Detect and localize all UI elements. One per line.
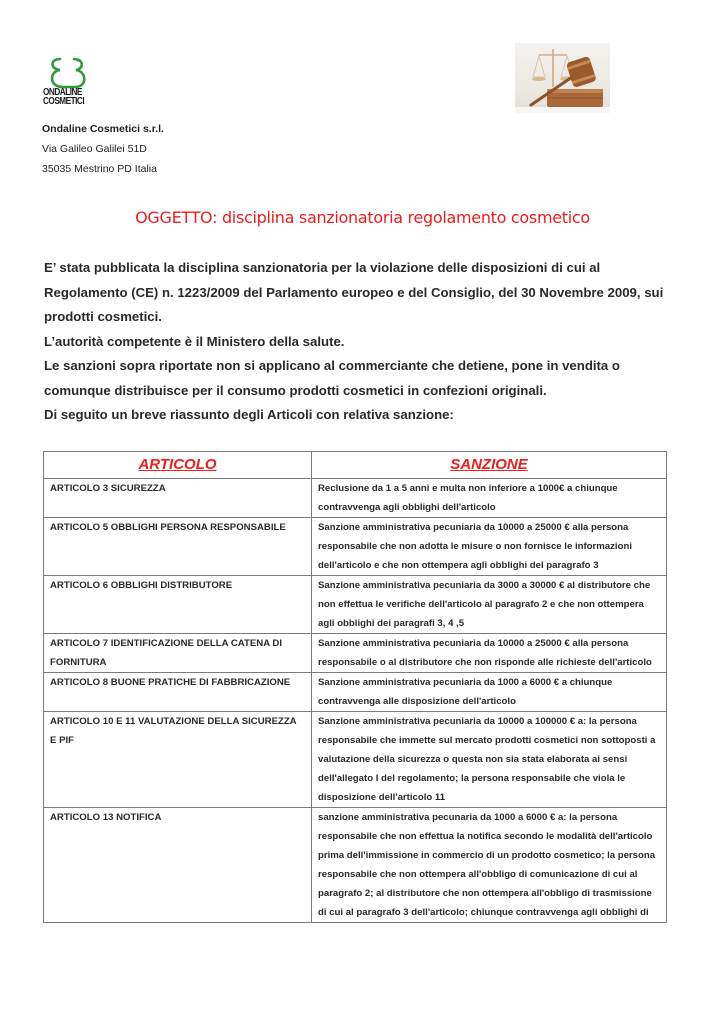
column-header-sanzione: SANZIONE — [312, 452, 667, 479]
intro-paragraph-4: Di seguito un breve riassunto degli Articoli con relativa sanzione: — [44, 407, 454, 422]
sanzione-cell: sanzione amministrativa pecunaria da 1000 a 6000 € a: la persona responsabile che non effettua la notifica secondo le modalità dell'articolo prima dell'immissione in commercio di un prodotto cosmetico; la persona responsabile che non ottempera all'obbligo di comunicazione di cui al paragrafo 2; al distributore che non ottempera all'obbligo di trasmissione di cui al paragrafo 3 dell'articolo; chiunque contravvenga agli obblighi di — [312, 808, 667, 923]
sanzione-cell: Sanzione amministrativa pecuniaria da 10000 a 100000 € a: la persona responsabile che immette sul mercato prodotti cosmetici non sottoposti a valutazione della sicurezza o questa non sia stata elaborata ai sensi dell'allegato I del regolamento; la persona responsabile che viola le disposizione dell'articolo 11 — [312, 712, 667, 808]
articolo-cell: ARTICOLO 6 OBBLIGHI DISTRIBUTORE — [44, 576, 312, 634]
logo-line-2: COSMETICI — [43, 96, 85, 107]
sanzione-cell: Sanzione amministrativa pecuniaria da 10000 a 25000 € alla persona responsabile o al distributore che non risponde alle richieste dell'articolo — [312, 634, 667, 673]
table-row — [44, 634, 667, 673]
company-address: Via Galileo Galilei 51D — [42, 143, 147, 155]
sanzione-cell: Sanzione amministrativa pecuniaria da 1000 a 6000 € a chiunque contravvenga alle disposizione dell'articolo — [312, 673, 667, 712]
logo-line-1: ONDALINE — [43, 87, 82, 98]
gavel-scales-image — [515, 43, 610, 113]
ondaline-logo-icon — [42, 56, 98, 90]
articolo-cell: ARTICOLO 8 BUONE PRATICHE DI FABBRICAZIONE — [44, 673, 312, 712]
table-row — [44, 479, 667, 518]
company-address-block — [42, 119, 164, 179]
subject-heading: OGGETTO: disciplina sanzionatoria regolamento cosmetico — [135, 208, 590, 227]
ondaline-logo — [42, 56, 98, 116]
intro-text — [44, 256, 684, 428]
intro-paragraph-2: L’autorità competente è il Ministero della salute. — [44, 333, 345, 349]
articolo-cell: ARTICOLO 5 OBBLIGHI PERSONA RESPONSABILE — [44, 518, 312, 576]
articolo-cell: ARTICOLO 3 SICUREZZA — [44, 479, 312, 518]
articolo-cell: ARTICOLO 7 IDENTIFICAZIONE DELLA CATENA DI FORNITURA — [44, 634, 312, 673]
column-header-articolo: ARTICOLO — [44, 452, 312, 479]
table-row — [44, 576, 667, 634]
company-name: Ondaline Cosmetici s.r.l. — [42, 123, 164, 135]
sanzione-cell: Reclusione da 1 a 5 anni e multa non inferiore a 1000€ a chiunque contravvenga agli obblighi dell'articolo — [312, 479, 667, 518]
table-row — [44, 518, 667, 576]
sanzione-cell: Sanzione amministrativa pecuniaria da 3000 a 30000 € al distributore che non effettua le verifiche dell'articolo al paragrafo 2 e che non ottempera agli obblighi dei paragrafi 3, 4 ,5 — [312, 576, 667, 634]
sanctions-table — [43, 451, 667, 923]
logo-wordmark — [43, 88, 92, 106]
articolo-cell: ARTICOLO 10 E 11 VALUTAZIONE DELLA SICUREZZA E PIF — [44, 712, 312, 808]
company-city: 35035 Mestrino PD Italia — [42, 163, 157, 175]
intro-paragraph-3: Le sanzioni sopra riportate non si applicano al commerciante che detiene, pone in vendita o comunque distribuisce per il consumo prodotti cosmetici in confezioni originali. — [44, 358, 620, 398]
table-row — [44, 712, 667, 808]
table-row — [44, 673, 667, 712]
articolo-cell: ARTICOLO 13 NOTIFICA — [44, 808, 312, 923]
table-row — [44, 808, 667, 923]
sanzione-cell: Sanzione amministrativa pecuniaria da 10000 a 25000 € alla persona responsabile che non adotta le misure o non fornisce le informazioni dell'articolo e che non ottempera agli obblighi del paragrafo 3 — [312, 518, 667, 576]
table-header-row — [44, 452, 667, 479]
intro-paragraph-1: E’ stata pubblicata la disciplina sanzionatoria per la violazione delle disposizioni di cui al Regolamento (CE) n. 1223/2009 del Parlamento europeo e del Consiglio, del 30 Novembre 2009, sui prodotti cosmetici. — [44, 260, 664, 324]
